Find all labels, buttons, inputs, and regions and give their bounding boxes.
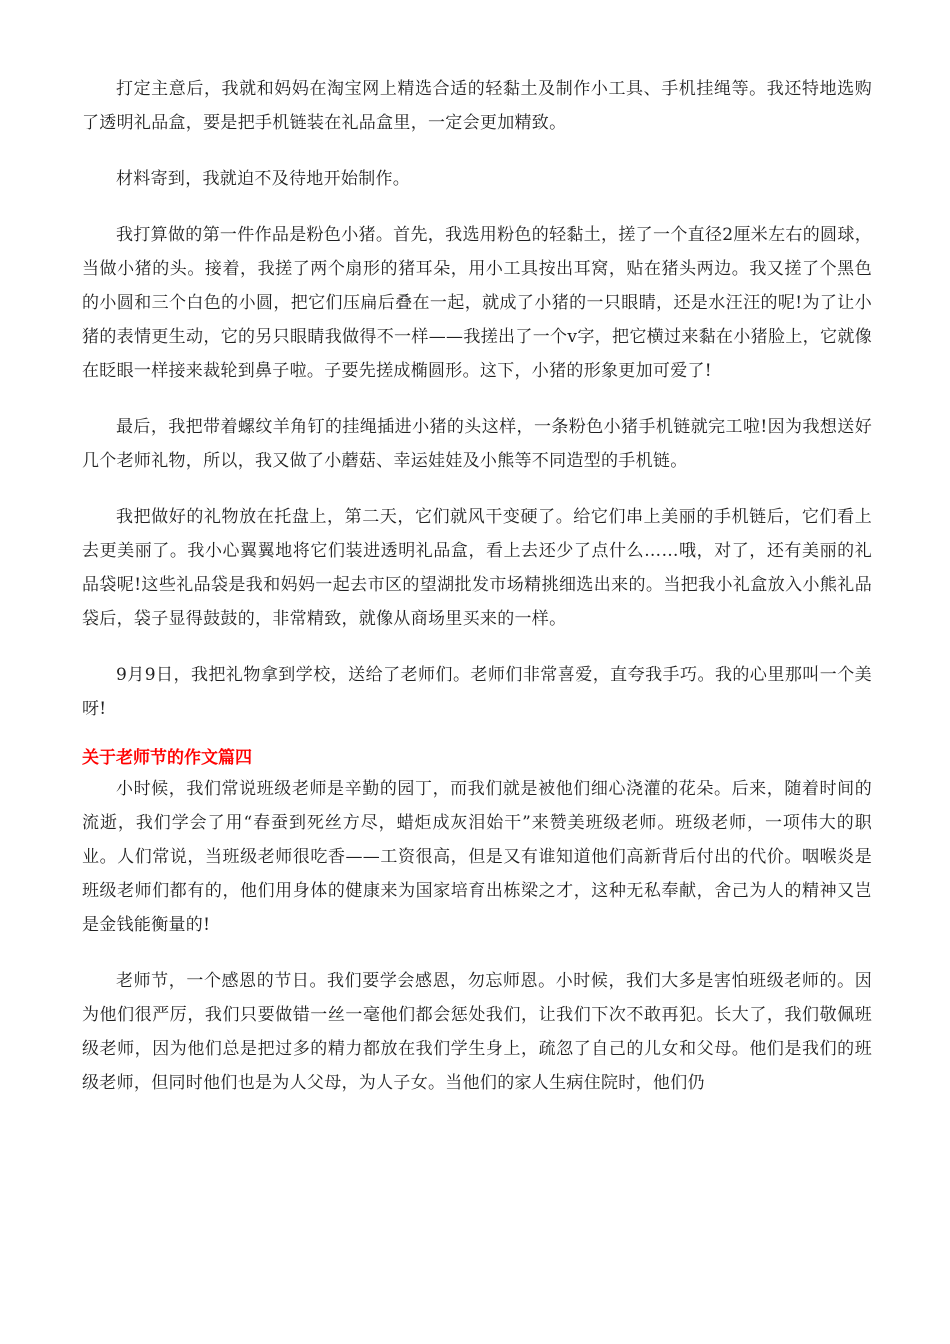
paragraph-materials-purchase: 打定主意后，我就和妈妈在淘宝网上精选合适的轻黏土及制作小工具、手机挂绳等。我还特地选购了透明礼品盒，要是把手机链装在礼品盒里，一定会更加精致。: [82, 79, 872, 133]
paragraph-packaging: 我把做好的礼物放在托盘上，第二天，它们就风干变硬了。给它们串上美丽的手机链后，它们看上去更美丽了。我小心翼翼地将它们装进透明礼品盒，看上去还少了点什么……哦，对了，还有美丽的礼品袋呢!这些礼品袋是我和妈妈一起去市区的望湖批发市场精挑细选出来的。当把我小礼盒放入小熊礼品袋后，袋子显得鼓鼓的，非常精致，就像从商场里买来的一样。: [82, 507, 872, 629]
document-page: [82, 72, 872, 1100]
paragraph-materials-arrived: 材料寄到，我就迫不及待地开始制作。: [116, 169, 411, 189]
paragraph-finishing: 最后，我把带着螺纹羊角钉的挂绳插进小猪的头这样，一条粉色小猪手机链就完工啦!因为我想送好几个老师礼物，所以，我又做了小蘑菇、幸运娃娃及小熊等不同造型的手机链。: [82, 417, 872, 471]
paragraph-gift-day: 9月9日，我把礼物拿到学校，送给了老师们。老师们非常喜爱，直夸我手巧。我的心里那叫一个美呀!: [82, 665, 872, 719]
paragraph-teachers-day: 老师节，一个感恩的节日。我们要学会感恩，勿忘师恩。小时候，我们大多是害怕班级老师的。因为他们很严厉，我们只要做错一丝一毫他们都会惩处我们，让我们下次不敢再犯。长大了，我们敬佩班级老师，因为他们总是把过多的精力都放在我们学生身上，疏忽了自己的儿女和父母。他们是我们的班级老师，但同时他们也是为人父母，为人子女。当他们的家人生病住院时，他们仍: [82, 971, 872, 1093]
paragraph-childhood: 小时候，我们常说班级老师是辛勤的园丁，而我们就是被他们细心浇灌的花朵。后来，随着时间的流逝，我们学会了用“春蚕到死丝方尽，蜡炬成灰泪始干”来赞美班级老师。班级老师，一项伟大的职业。人们常说，当班级老师很吃香——工资很高，但是又有谁知道他们高新背后付出的代价。咽喉炎是班级老师们都有的，他们用身体的健康来为国家培育出栋梁之才，这种无私奉献，舍己为人的精神又岂是金钱能衡量的!: [82, 779, 872, 935]
paragraph-pink-pig: 我打算做的第一件作品是粉色小猪。首先，我选用粉色的轻黏土，搓了一个直径2厘米左右的圆球，当做小猪的头。接着，我搓了两个扇形的猪耳朵，用小工具按出耳窝，贴在猪头两边。我又搓了个黑色的小圆和三个白色的小圆，把它们压扁后叠在一起，就成了小猪的一只眼睛，还是水汪汪的呢!为了让小猪的表情更生动，它的另只眼睛我做得不一样——我搓出了一个v字，把它横过来黏在小猪脸上，它就像在眨眼一样接来裁轮到鼻子啦。子要先搓成椭圆形。这下，小猪的形象更加可爱了!: [82, 225, 872, 381]
section-heading: 关于老师节的作文篇四: [82, 748, 252, 768]
